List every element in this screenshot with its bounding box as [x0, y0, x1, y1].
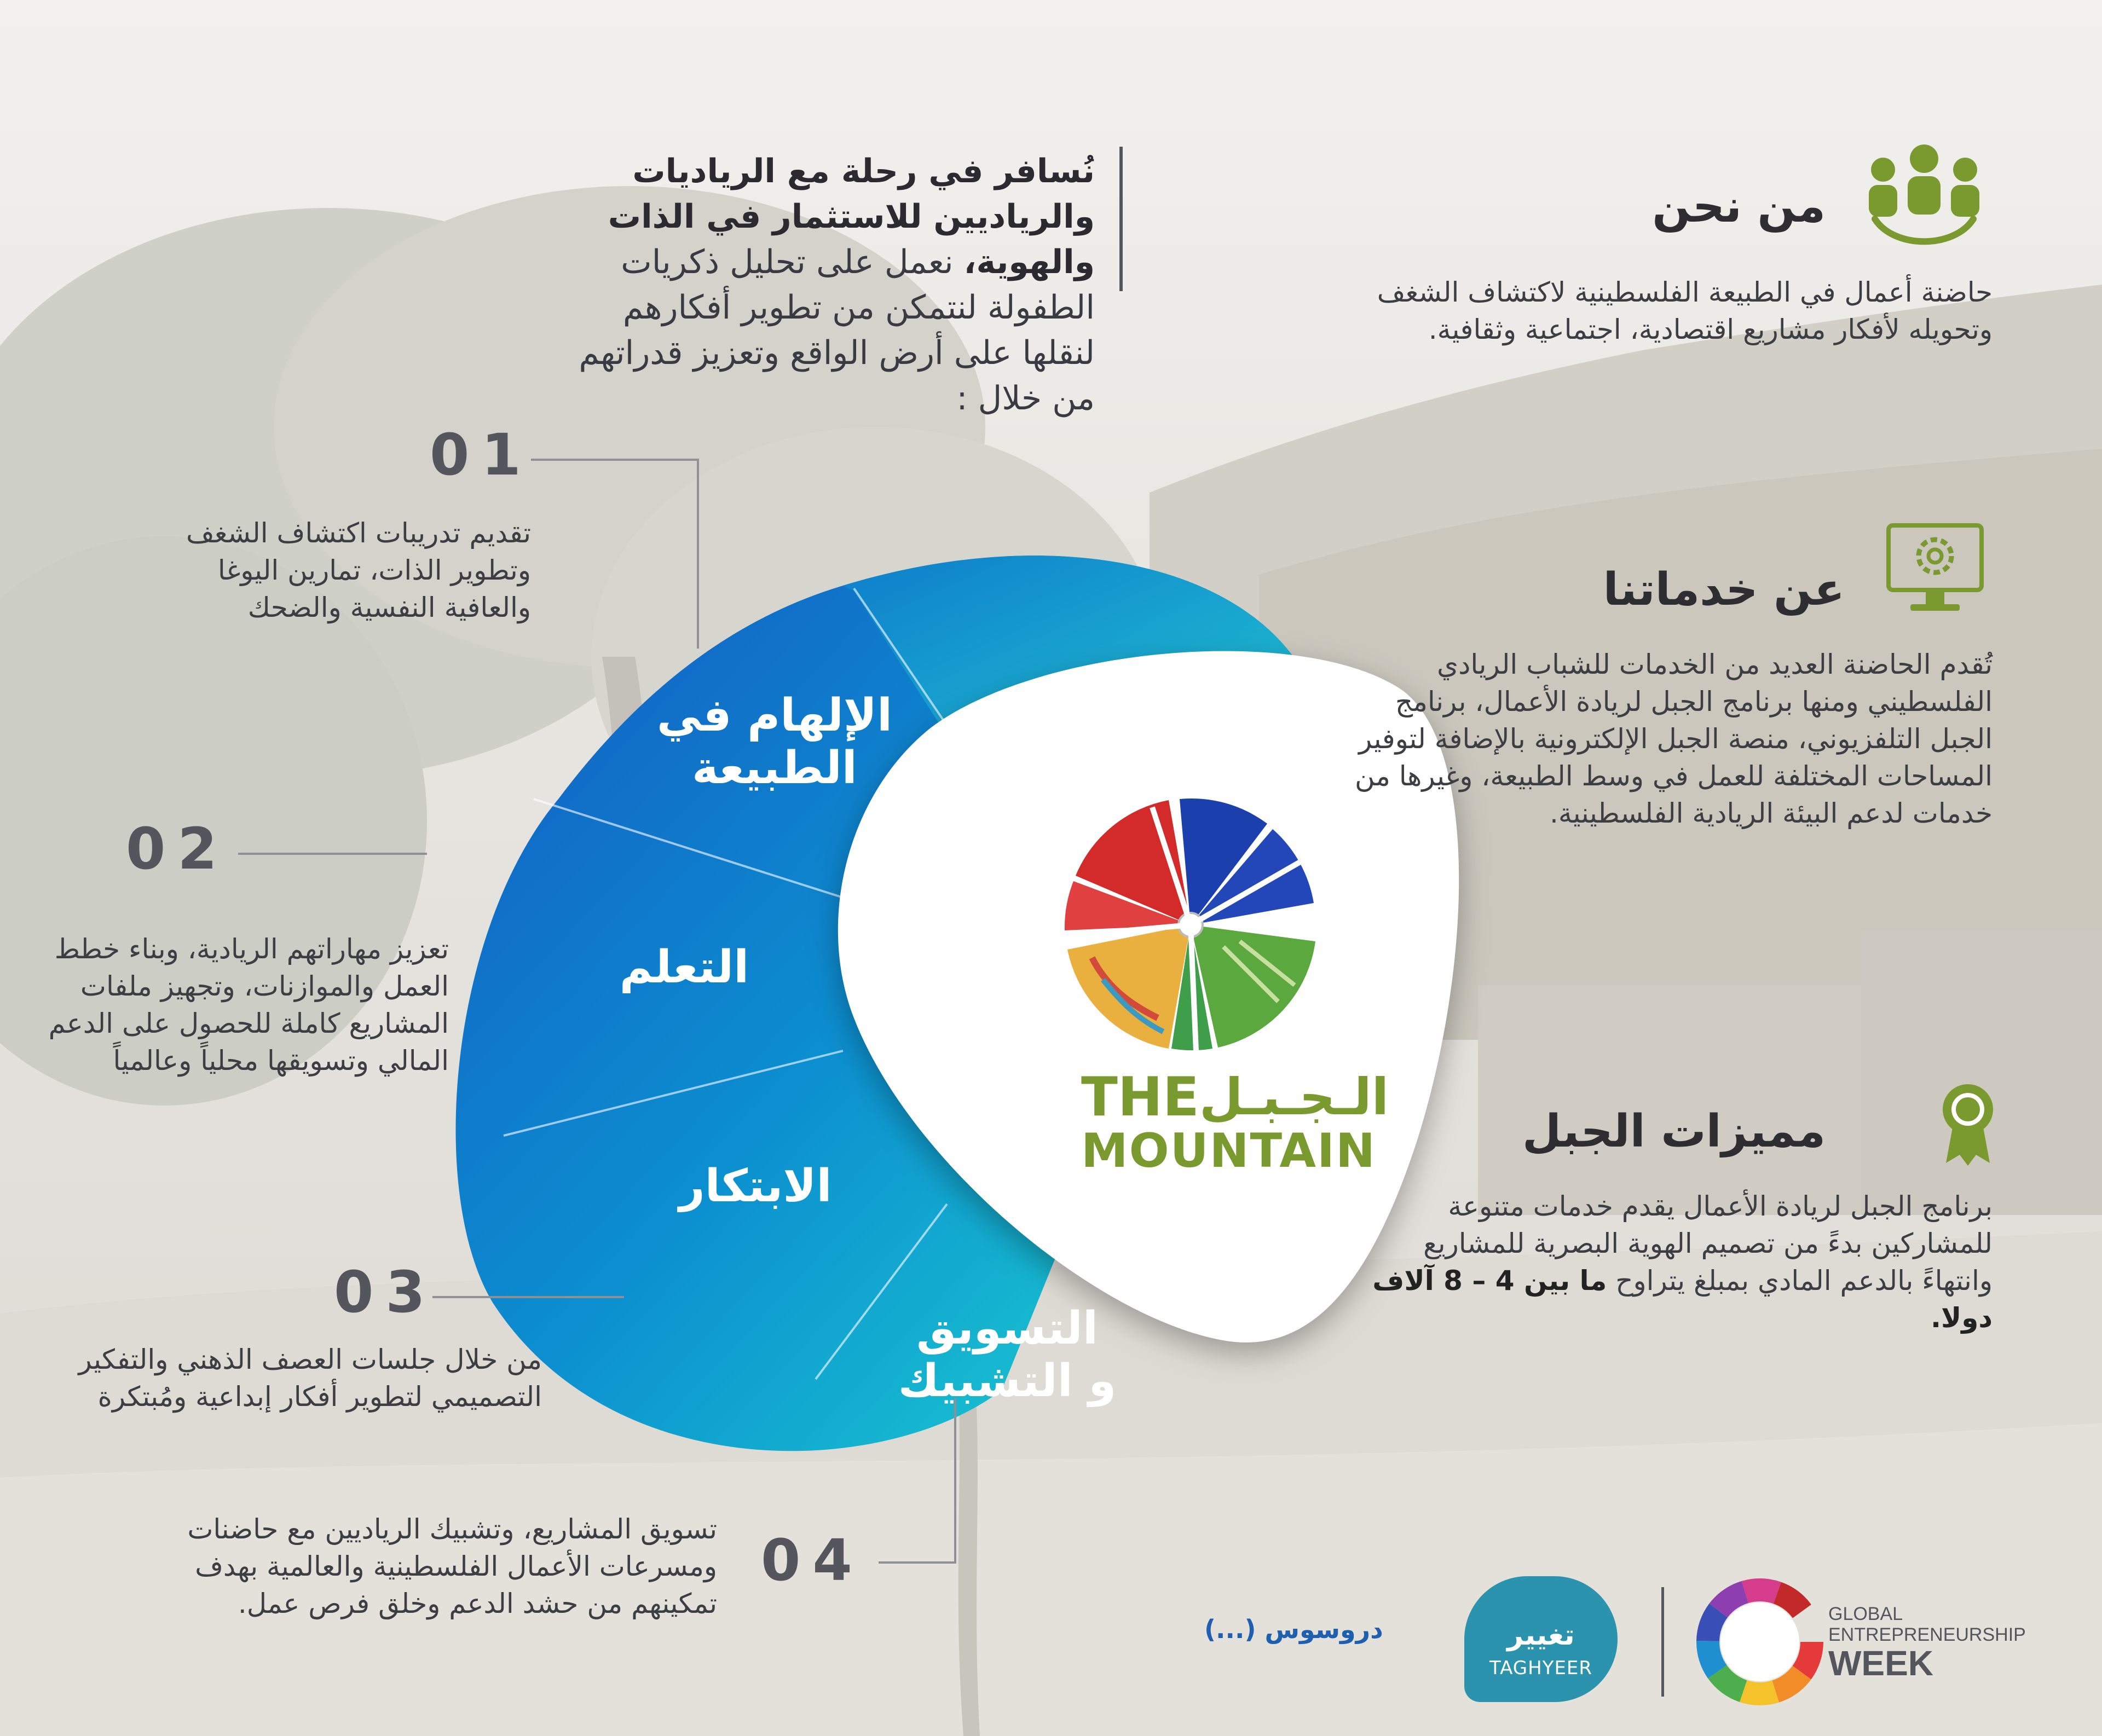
taghyeer-logo — [1464, 1576, 1618, 1702]
gew-line2: ENTREPRENEURSHIP — [1828, 1624, 2026, 1645]
intro-rest: نعمل على تحليل ذكريات الطفولة لنتمكن من تطوير أفكارهم لنقلها على أرض الواقع وتعزيز قدراتهم من خلال : — [579, 243, 1095, 418]
segment-innovation-label: الابتكار — [679, 1160, 832, 1212]
the-mountain-logo-emblem — [1059, 794, 1322, 1078]
services-title: عن خدماتنا — [1603, 564, 1845, 616]
features-amount: ما بين 4 – 8 آلاف دولا. — [1372, 1265, 1993, 1334]
services-text: تُقدم الحاضنة العديد من الخدمات للشباب الريادي الفلسطيني ومنها برنامج الجبل لريادة الأعمال، برنامج الجبل التلفزيوني، منصة الجبل الإلكترونية بالإضافة لتوفير المساحات المختلفة للعمل في وسط الطبيعة، وغيرها من خدمات لدعم البيئة الريادية الفلسطينية. — [1355, 649, 1993, 829]
features-title: مميزات الجبل — [1522, 1106, 1826, 1158]
step-number-01: 01 — [430, 421, 533, 488]
logo-the: THE — [1081, 1066, 1199, 1129]
taghyeer-arabic: تغيير — [1507, 1619, 1575, 1652]
gear-monitor-icon — [1883, 520, 1987, 618]
segment-marketing-line2: و التشبيك — [898, 1355, 1117, 1407]
intro-paragraph — [569, 149, 1095, 421]
segment-inspiration-line1: الإلهام في — [656, 690, 893, 742]
lesson-link[interactable]: دروسوس (...) — [1204, 1615, 1383, 1644]
about-title: من نحن — [1652, 181, 1826, 233]
taghyeer-english: TAGHYEER — [1489, 1657, 1593, 1679]
the-mountain-wordmark — [1081, 1066, 1389, 1178]
segment-learning-label: التعلم — [619, 941, 749, 993]
step-number-04: 04 — [761, 1527, 864, 1594]
step-text-02: تعزيز مهاراتهم الريادية، وبناء خطط العمل والموازنات، وتجهيز ملفات المشاريع كاملة للحصول على الدعم المالي وتسويقها محلياً وعالمياً — [48, 933, 449, 1077]
step-text-01: تقديم تدريبات اكتشاف الشغف وتطوير الذات، تمارين اليوغا والعافية النفسية والضحك — [186, 517, 531, 623]
segment-marketing-line1: التسويق — [916, 1303, 1098, 1355]
segment-inspiration-line2: الطبيعة — [692, 742, 857, 794]
step-number-02: 02 — [126, 815, 229, 882]
logo-arabic: الـجـبـل — [1199, 1068, 1389, 1126]
logo-mountain: MOUNTAIN — [1081, 1124, 1377, 1178]
footer-divider — [1661, 1587, 1664, 1697]
gew-line3: WEEK — [1828, 1644, 1933, 1683]
step-number-03: 03 — [334, 1259, 437, 1326]
segment-innovation — [635, 1160, 876, 1213]
features-text — [1352, 1188, 1993, 1336]
intro-bold: نُسافر في رحلة مع الرياديات والرياديين للاستثمار في الذات والهوية، — [608, 152, 1095, 281]
segment-inspiration — [654, 690, 895, 795]
features-body: برنامج الجبل لريادة الأعمال يقدم خدمات متنوعة للمشاركين بدءً من تصميم الهوية البصرية للمشاريع وانتهاءً بالدعم المادي بمبلغ يتراوح — [1423, 1190, 1993, 1297]
team-icon — [1861, 137, 1987, 246]
gew-line1: GLOBAL — [1828, 1604, 1903, 1624]
gew-wordmark — [1828, 1604, 2026, 1681]
step-text-04: تسويق المشاريع، وتشبيك الرياديين مع حاضنات ومسرعات الأعمال الفلسطينية والعالمية بهدف تمكينهم من حشد الدعم وخلق فرص عمل. — [187, 1513, 717, 1619]
segment-learning — [564, 941, 805, 994]
award-badge-icon — [1941, 1081, 1995, 1168]
gew-ring-logo — [1694, 1576, 1826, 1708]
step-text-03: من خلال جلسات العصف الذهني والتفكير التصميمي لتطوير أفكار إبداعية ومُبتكرة — [78, 1344, 542, 1413]
segment-marketing — [892, 1303, 1122, 1408]
about-text: حاضنة أعمال في الطبيعة الفلسطينية لاكتشاف الشغف وتحويله لأفكار مشاريع اقتصادية، اجتماعية وثقافية. — [1377, 276, 1993, 345]
